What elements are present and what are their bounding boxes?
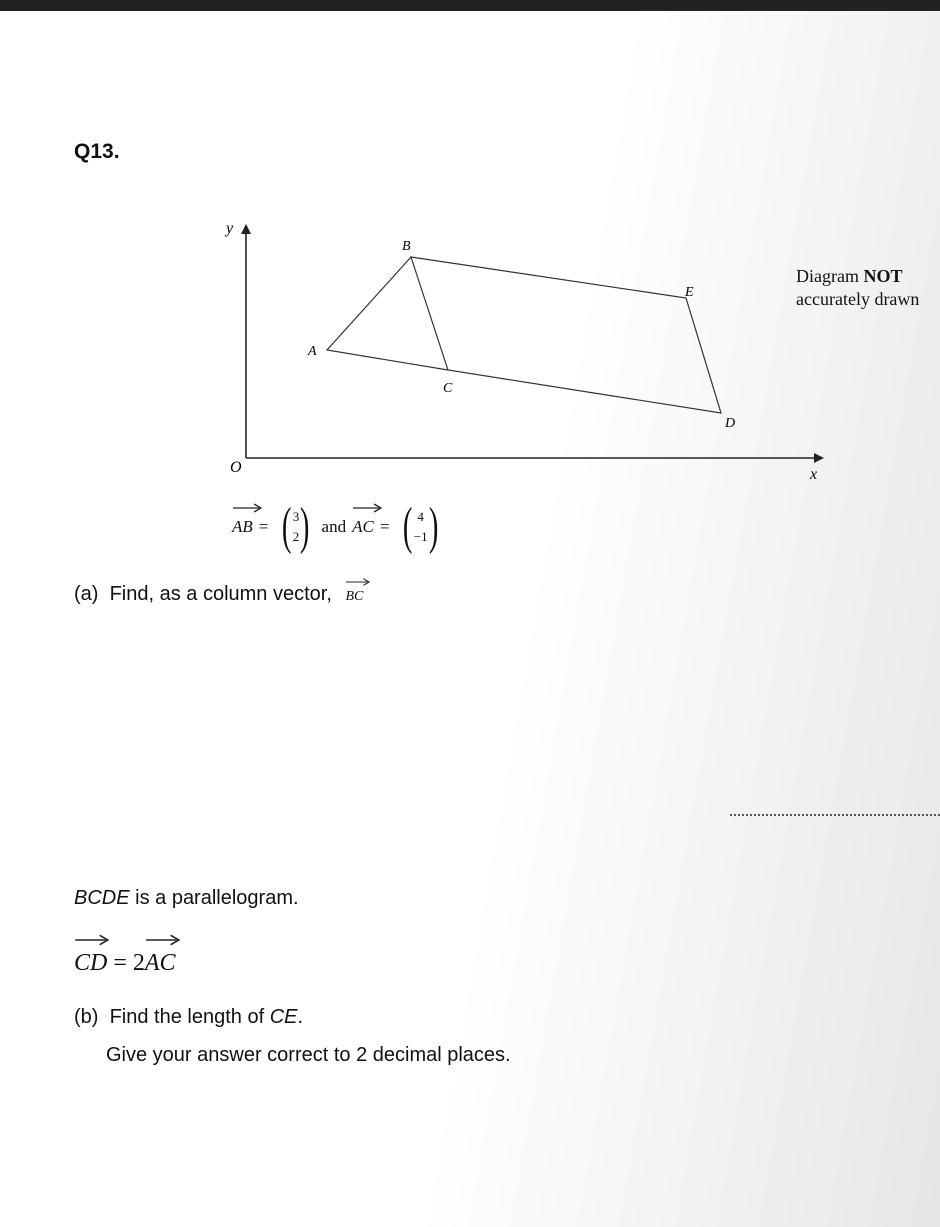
ac-bottom: −1 — [413, 529, 428, 544]
vector-diagram — [0, 0, 940, 500]
part-b-question — [74, 1006, 303, 1029]
part-a-question — [74, 583, 363, 606]
note-line-2: accurately drawn — [796, 289, 920, 309]
y-axis-label: y — [226, 220, 234, 237]
part-b-instruction: Give your answer correct to 2 decimal places. — [106, 1044, 511, 1066]
equals-sign: = — [258, 517, 269, 536]
vector-arrow-icon — [145, 933, 180, 947]
part-a-label: (a) — [74, 583, 99, 605]
part-b-label: (b) — [74, 1006, 99, 1028]
part-b-suffix: . — [297, 1006, 304, 1028]
vector-ab-name: AB — [232, 517, 253, 536]
ab-top: 3 — [292, 509, 300, 524]
point-e-label: E — [685, 285, 694, 300]
answer-line-a[interactable] — [730, 800, 940, 816]
vector-arrow-icon — [232, 502, 262, 514]
equals-sign: = — [379, 517, 390, 536]
diagram-note — [796, 265, 919, 311]
vector-bc-name: BC — [345, 589, 364, 604]
point-a-label: A — [308, 344, 317, 359]
part-a-text: Find, as a column vector, — [109, 583, 332, 605]
vector-arrow-icon — [74, 933, 109, 947]
right-bracket: ) — [300, 498, 310, 555]
relation-middle: = 2 — [107, 950, 145, 976]
note-prefix: Diagram — [796, 266, 864, 286]
point-c-label: C — [443, 381, 453, 396]
column-vector-ab — [278, 498, 313, 555]
statement-text: is a parallelogram. — [129, 887, 299, 909]
vector-ac-name: AC — [352, 517, 374, 536]
ac-top: 4 — [417, 509, 424, 524]
vector-ac — [352, 517, 374, 537]
right-bracket: ) — [428, 498, 439, 555]
vector-relation — [74, 950, 176, 977]
x-axis-label: x — [810, 466, 818, 483]
shape-name: BCDE — [74, 887, 130, 909]
part-b-prefix: Find the length of — [109, 1006, 270, 1028]
column-vector-ac — [399, 498, 442, 555]
vector-ac-relation — [145, 950, 176, 977]
note-bold-word: NOT — [863, 266, 903, 286]
ab-bottom: 2 — [292, 529, 300, 544]
parallelogram-bcde — [411, 257, 721, 413]
vector-arrow-icon — [345, 577, 370, 587]
and-text: and — [321, 517, 347, 536]
vector-ac-relation-name: AC — [144, 950, 176, 976]
point-b-label: B — [402, 239, 411, 254]
vector-bc — [345, 589, 363, 605]
vector-arrow-icon — [352, 502, 382, 514]
point-d-label: D — [725, 416, 736, 431]
left-bracket: ( — [282, 498, 292, 555]
parallelogram-statement — [74, 887, 299, 910]
left-bracket: ( — [403, 498, 413, 555]
given-vectors — [232, 498, 446, 556]
segment-name: CE — [269, 1006, 298, 1028]
question-number: Q13. — [74, 140, 120, 163]
vector-cd-name: CD — [74, 950, 108, 976]
origin-label: O — [230, 459, 242, 476]
vector-cd — [74, 950, 107, 977]
vector-ab — [232, 517, 253, 537]
